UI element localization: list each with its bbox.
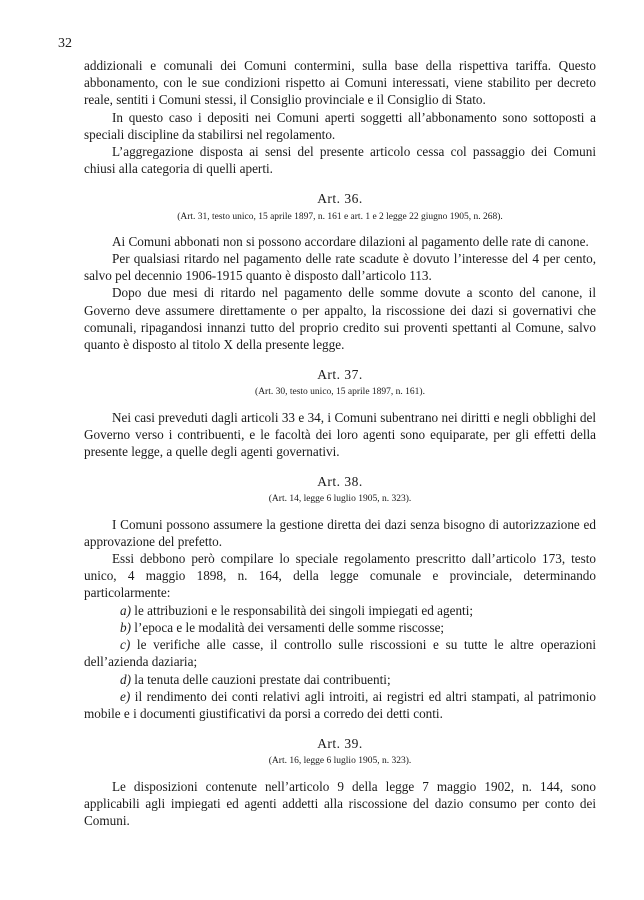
list-marker: d) [120, 671, 131, 687]
list-item [84, 636, 596, 670]
article-reference: (Art. 16, legge 6 luglio 1905, n. 323). [268, 756, 412, 767]
article-reference: (Art. 31, testo unico, 15 aprile 1897, n. 161 e art. 1 e 2 legge 22 giugno 1905, n. 268). [177, 211, 503, 222]
list-item [84, 671, 596, 688]
paragraph: Le disposizioni contenute nell’articolo 9 della legge 7 maggio 1902, n. 144, sono applicabili agli impiegati ed agenti addetti alla riscossione del dazio consumo per conto dei Comuni. [84, 778, 596, 828]
list-item-text: le verifiche alle casse, il controllo sulle riscossioni e su tutte le altre operazioni dell’azienda daziaria; [84, 637, 597, 670]
page-number: 32 [58, 36, 72, 51]
paragraph: L’aggregazione disposta ai sensi del presente articolo cessa col passaggio dei Comuni chiusi alla categoria di quelli aperti. [84, 144, 596, 177]
paragraph: Ai Comuni abbonati non si possono accordare dilazioni al pagamento delle rate di canone. [112, 233, 589, 249]
list-item [84, 602, 596, 619]
article-reference: (Art. 14, legge 6 luglio 1905, n. 323). [268, 494, 412, 505]
paragraph: Per qualsiasi ritardo nel pagamento delle rate scadute è dovuto l’interesse del 4 per cento, salvo pel decennio 1906-1915 quanto è disposto dall’articolo 113. [84, 251, 596, 284]
list-item-text: la tenuta delle cauzioni prestate dai contribuenti; [134, 671, 391, 687]
paragraph: Dopo due mesi di ritardo nel pagamento delle somme dovute a sconto del canone, il Governo deve assumere direttamente o per appalto, la riscossione dei dazi si governativi che comunali, ripagandosi innanzi tutto del proprio credito sui proventi spettanti al Comune, salvo quanto è disposto al titolo X della presente legge. [84, 285, 596, 353]
paragraph: Nei casi preveduti dagli articoli 33 e 34, i Comuni subentrano nei diritti e negli obblighi del Governo verso i contribuenti, e le facoltà dei loro agenti sono equiparate, per gli effetti della presente legge, a quelle degli agenti governativi. [84, 409, 596, 460]
article-reference: (Art. 30, testo unico, 15 aprile 1897, n. 161). [255, 387, 425, 398]
paragraph: Essi debbono però compilare lo speciale regolamento prescritto dall’articolo 173, testo unico, 4 maggio 1898, n. 164, della legge comunale e provinciale, determinando particolarmente: [84, 551, 596, 601]
list-marker: a) [120, 602, 131, 618]
article-heading: Art. 39. [317, 736, 363, 752]
list-item-text: l’epoca e le modalità dei versamenti delle somme riscosse; [134, 619, 445, 635]
list-item-text: le attribuzioni e le responsabilità dei singoli impiegati ed agenti; [134, 602, 474, 618]
article-heading: Art. 38. [317, 474, 363, 490]
document-body [84, 57, 596, 829]
list-item [84, 619, 596, 636]
paragraph: I Comuni possono assumere la gestione diretta dei dazi senza bisogno di autorizzazione ed approvazione del prefetto. [84, 516, 596, 549]
list-marker: c) [120, 637, 131, 653]
article-heading: Art. 36. [317, 191, 363, 207]
list-marker: e) [120, 688, 131, 704]
article-heading: Art. 37. [317, 367, 363, 383]
list-item [84, 688, 596, 722]
list-marker: b) [120, 619, 131, 635]
paragraph: addizionali e comunali dei Comuni contermini, sulla base della rispettiva tariffa. Questo abbonamento, con le sue condizioni rispetto ai Comuni interessati, viene stabilito per decreto reale, sentiti i Comuni stessi, il Consiglio provinciale e il Consiglio di Stato. [84, 58, 596, 108]
list-item-text: il rendimento dei conti relativi agli introiti, ai registri ed altri stampati, al patrimonio mobile e i documenti giustificativi da porsi a corredo dei detti conti. [84, 688, 596, 721]
paragraph: In questo caso i depositi nei Comuni aperti soggetti all’abbonamento sono sottoposti a speciali discipline da stabilirsi nel regolamento. [84, 109, 596, 142]
